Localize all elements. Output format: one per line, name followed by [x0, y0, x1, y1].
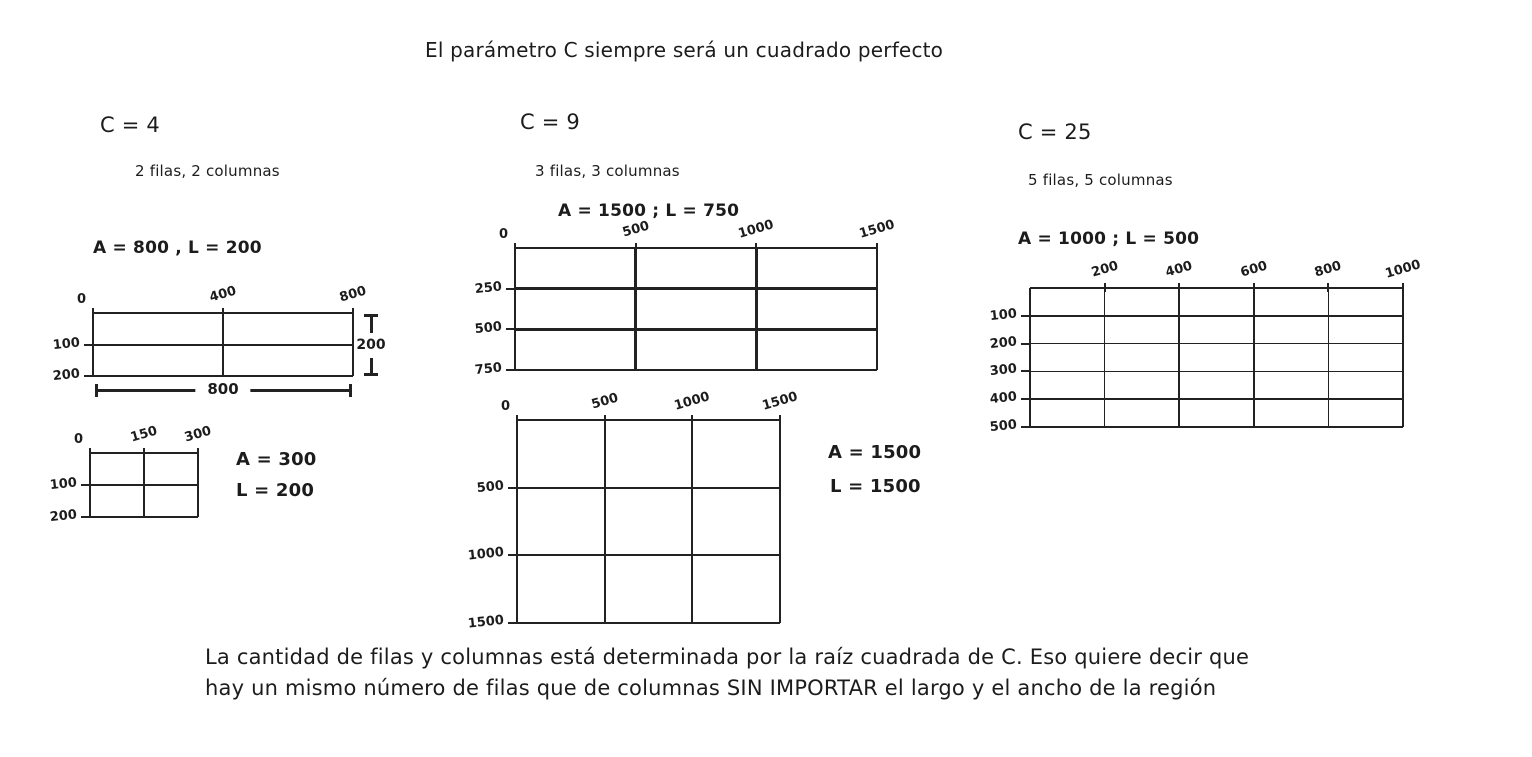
grid-vline [1253, 288, 1255, 427]
grid-hline [93, 344, 353, 346]
y-tick-mark [506, 369, 515, 371]
x-tick-label: 1500 [760, 389, 800, 414]
grid-c4-small-annotation-l: L = 200 [236, 480, 315, 501]
y-tick-label: 100 [989, 306, 1018, 324]
y-tick-mark [84, 344, 93, 346]
x-tick-label: 600 [1238, 258, 1269, 281]
x-tick-label: 1500 [857, 217, 897, 242]
section-c25-params-label: A = 1000 ; L = 500 [1018, 229, 1200, 249]
y-tick-label: 400 [989, 389, 1018, 408]
x-tick-mark [89, 448, 91, 457]
y-tick-label: 250 [474, 279, 503, 297]
grid-vline [1402, 288, 1404, 427]
y-tick-label: 750 [474, 360, 503, 379]
footer-line-1: La cantidad de filas y columnas está determinada por la raíz cuadrada de C. Eso quiere decir que [205, 645, 1250, 669]
grid-c9-square-annotation-a: A = 1500 [828, 442, 922, 463]
grid-g01 [49, 423, 214, 526]
x-tick-mark [1104, 283, 1106, 292]
dim-right-line-bottom [370, 358, 373, 374]
x-tick-mark [691, 415, 693, 424]
x-tick-label: 500 [589, 390, 620, 413]
x-tick-mark [143, 448, 145, 457]
y-tick-label: 1500 [467, 612, 505, 632]
y-tick-mark [1021, 343, 1030, 345]
x-tick-mark [197, 448, 199, 457]
grid-c9-square-annotation-l: L = 1500 [830, 476, 921, 497]
footer-line-2: hay un mismo número de filas que de columnas SIN IMPORTAR el largo y el ancho de la región [205, 676, 1217, 700]
grid-vline [1328, 288, 1330, 427]
grid-hline [1030, 343, 1403, 345]
y-tick-label: 500 [474, 319, 503, 338]
grid-vline [1029, 288, 1031, 427]
dim-bottom-label: 800 [195, 380, 250, 398]
grid-hline [1030, 287, 1403, 289]
section-c4-size-label: 2 filas, 2 columnas [135, 162, 280, 180]
x-tick-mark [604, 415, 606, 424]
grid-hline [1030, 371, 1403, 373]
grid-vline [516, 420, 518, 623]
x-tick-label: 400 [207, 283, 239, 306]
y-tick-mark [84, 375, 93, 377]
x-tick-label: 800 [1313, 258, 1344, 281]
x-tick-label: 400 [1164, 258, 1195, 281]
x-tick-mark [755, 243, 757, 252]
x-tick-label: 500 [620, 218, 651, 241]
x-tick-label: 800 [337, 283, 369, 306]
y-tick-label: 100 [52, 334, 81, 353]
grid-g11 [467, 389, 800, 632]
grid-hline [515, 247, 877, 250]
x-tick-label: 1000 [672, 389, 712, 414]
section-c9-label: C = 9 [520, 110, 580, 134]
y-tick-label: 200 [52, 366, 81, 385]
grid-vline [514, 248, 517, 370]
grid-vline [604, 420, 606, 623]
grid-hline [90, 516, 198, 518]
grid-hline [1030, 426, 1403, 428]
x-tick-label: 300 [182, 423, 214, 446]
grid-hline [517, 622, 780, 624]
section-c25-size-label: 5 filas, 5 columnas [1028, 171, 1173, 189]
grid-vline [691, 420, 693, 623]
page-title: El parámetro C siempre será un cuadrado perfecto [425, 38, 944, 62]
y-tick-mark [508, 487, 517, 489]
grid-hline [517, 419, 780, 421]
y-tick-label: 1000 [467, 545, 505, 564]
x-tick-label: 200 [1089, 258, 1120, 281]
x-tick-mark [1253, 283, 1255, 292]
y-tick-mark [508, 554, 517, 556]
grid-vline [1178, 288, 1180, 427]
x-tick-label: 1000 [736, 217, 776, 242]
x-tick-mark [352, 308, 354, 317]
grid-hline [515, 287, 877, 290]
dim-right-cap-bottom [364, 373, 378, 376]
x-tick-mark [514, 243, 516, 252]
section-c9-params-label: A = 1500 ; L = 750 [558, 201, 740, 221]
y-tick-mark [1021, 370, 1030, 372]
grid-c4-small-annotation-a: A = 300 [236, 449, 317, 470]
grid-g20 [989, 257, 1423, 436]
dim-right-label: 200 [356, 336, 386, 353]
y-tick-mark [1021, 315, 1030, 317]
y-tick-label: 500 [989, 417, 1018, 436]
grid-vline [755, 248, 758, 370]
x-tick-mark [876, 243, 878, 252]
x-tick-label: 150 [128, 423, 160, 446]
x-tick-label: 0 [498, 227, 508, 242]
section-c4-params-label: A = 800 , L = 200 [93, 238, 262, 258]
x-tick-mark [1402, 283, 1404, 292]
grid-hline [93, 375, 353, 377]
x-tick-mark [92, 308, 94, 317]
x-tick-label: 0 [500, 399, 510, 414]
grid-hline [1030, 398, 1403, 400]
grid-hline [515, 369, 877, 372]
x-tick-label: 0 [73, 432, 83, 447]
x-tick-mark [635, 243, 637, 252]
y-tick-mark [506, 288, 515, 290]
grid-g00 [52, 283, 386, 399]
x-tick-label: 1000 [1383, 257, 1423, 282]
grid-vline [779, 420, 781, 623]
y-tick-label: 100 [49, 475, 78, 494]
y-tick-mark [506, 328, 515, 330]
x-tick-mark [1327, 283, 1329, 292]
dim-right-line-top [370, 316, 373, 333]
grid-hline [517, 487, 780, 489]
grid-hline [515, 328, 877, 331]
y-tick-mark [508, 622, 517, 624]
grid-hline [1030, 315, 1403, 317]
dim-bottom-cap-right [349, 384, 352, 397]
x-tick-label: 0 [76, 292, 86, 307]
section-c4-label: C = 4 [100, 113, 160, 137]
grid-vline [876, 248, 879, 370]
y-tick-label: 300 [989, 361, 1018, 380]
x-tick-mark [222, 308, 224, 317]
y-tick-label: 200 [49, 507, 78, 526]
x-tick-mark [1178, 283, 1180, 292]
y-tick-mark [81, 516, 90, 518]
y-tick-label: 200 [989, 333, 1018, 352]
grid-vline [1104, 288, 1106, 427]
grid-hline [517, 554, 780, 556]
grid-vline [634, 248, 637, 370]
y-tick-label: 500 [476, 478, 505, 496]
grid-g10 [474, 217, 897, 379]
section-c9-size-label: 3 filas, 3 columnas [535, 162, 680, 180]
grid-hline [90, 484, 198, 486]
y-tick-mark [81, 484, 90, 486]
section-c25-label: C = 25 [1018, 120, 1092, 144]
y-tick-mark [1021, 426, 1030, 428]
y-tick-mark [1021, 398, 1030, 400]
x-tick-mark [779, 415, 781, 424]
x-tick-mark [516, 415, 518, 424]
